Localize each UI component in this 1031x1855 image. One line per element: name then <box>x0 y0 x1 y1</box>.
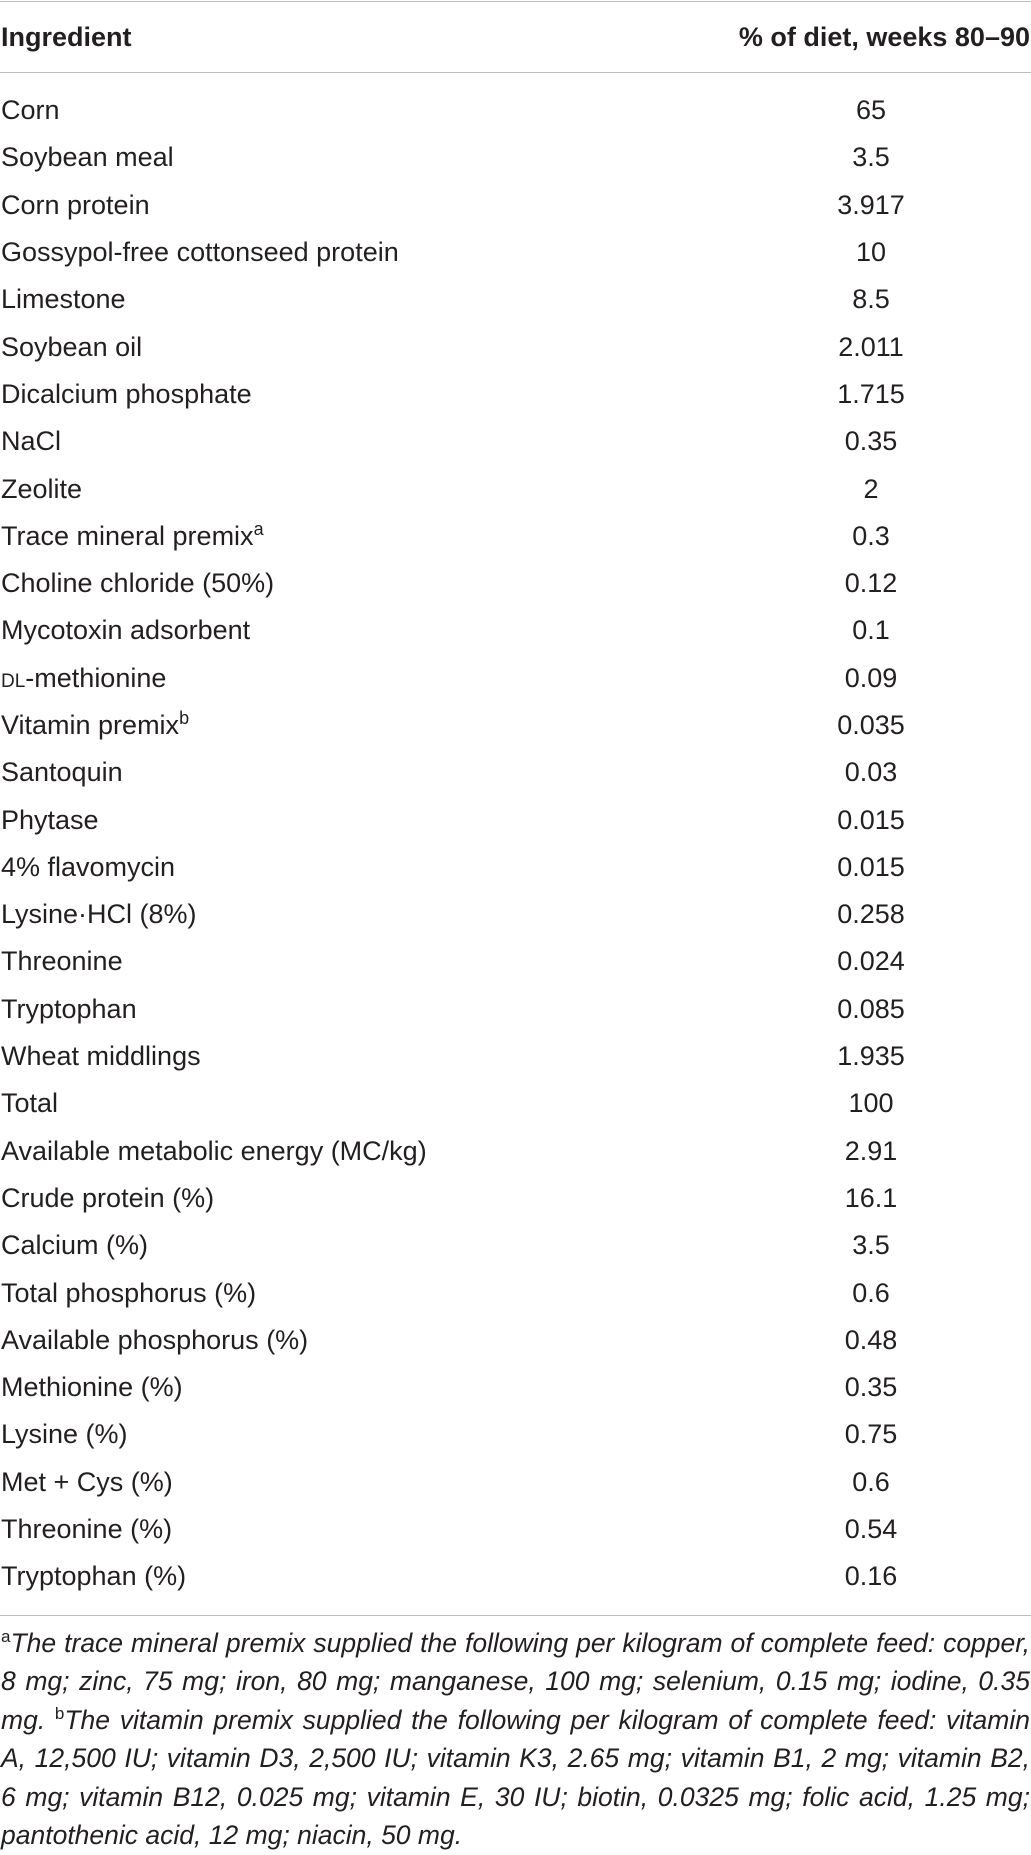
ingredient-label: Calcium (%) <box>1 1230 148 1260</box>
table-row <box>0 702 1031 749</box>
header-ingredient: Ingredient <box>0 22 701 53</box>
ingredient-name <box>0 568 751 599</box>
ingredient-value: 3.5 <box>751 1230 991 1261</box>
ingredient-name <box>0 1183 751 1214</box>
ingredient-name <box>0 757 751 788</box>
ingredient-name <box>0 994 751 1025</box>
ingredient-value: 0.024 <box>751 946 991 977</box>
table-row <box>0 1364 1031 1411</box>
table-row <box>0 1269 1031 1316</box>
ingredient-name <box>0 852 751 883</box>
table-row <box>0 1128 1031 1175</box>
ingredient-label: Gossypol-free cottonseed protein <box>1 237 399 267</box>
ingredient-name <box>0 1372 751 1403</box>
ingredient-name <box>0 521 751 552</box>
ingredient-name <box>0 1467 751 1498</box>
ingredient-name <box>0 1230 751 1261</box>
ingredient-name <box>0 1561 751 1592</box>
table-row <box>0 1553 1031 1600</box>
table-row <box>0 418 1031 465</box>
footnote-b-text: The vitamin premix supplied the following per kilogram of complete feed: vitamin A, 12,500 IU; vitamin D3, 2,500 IU; vitamin K3, 2.65 mg; vitamin B1, 2 mg; vitamin B2, 6 mg; vitamin B12, 0.025 mg; vitamin E, 30 IU; biotin, 0.0325 mg; folic acid, 1.25 mg; pantothenic acid, 12 mg; niacin, 50 mg. <box>1 1705 1030 1851</box>
ingredient-name <box>0 190 751 221</box>
table-row <box>0 986 1031 1033</box>
ingredient-value: 0.035 <box>751 710 991 741</box>
ingredient-label: Threonine <box>1 946 123 976</box>
table-row <box>0 1459 1031 1506</box>
ingredient-value: 0.09 <box>751 663 991 694</box>
table-row <box>0 371 1031 418</box>
ingredient-label: Lysine·HCl (8%) <box>1 899 197 929</box>
ingredient-name <box>0 237 751 268</box>
ingredient-name <box>0 379 751 410</box>
ingredient-value: 0.35 <box>751 1372 991 1403</box>
table-row <box>0 796 1031 843</box>
ingredient-name <box>0 1136 751 1167</box>
table-row <box>0 891 1031 938</box>
ingredient-name <box>0 899 751 930</box>
ingredient-name <box>0 710 751 741</box>
ingredient-label: Phytase <box>1 805 99 835</box>
ingredient-value: 0.015 <box>751 852 991 883</box>
table-header <box>0 2 1031 72</box>
ingredient-name <box>0 1088 751 1119</box>
ingredient-value: 0.75 <box>751 1419 991 1450</box>
table-body <box>0 73 1031 1615</box>
header-value: % of diet, weeks 80–90 <box>701 22 1031 53</box>
ingredient-value: 0.6 <box>751 1278 991 1309</box>
ingredient-name <box>0 1325 751 1356</box>
ingredient-label: Soybean meal <box>1 142 174 172</box>
ingredient-value: 2.011 <box>751 332 991 363</box>
ingredient-label: Met + Cys (%) <box>1 1467 173 1497</box>
ingredient-label: Total <box>1 1088 58 1118</box>
ingredient-label: Wheat middlings <box>1 1041 201 1071</box>
ingredient-value: 0.1 <box>751 615 991 646</box>
table-row <box>0 1222 1031 1269</box>
ingredient-label: 4% flavomycin <box>1 852 175 882</box>
ingredient-value: 0.3 <box>751 521 991 552</box>
table-row <box>0 1411 1031 1458</box>
ingredient-label: -methionine <box>25 663 166 693</box>
ingredient-value: 2 <box>751 474 991 505</box>
table-row <box>0 938 1031 985</box>
ingredient-value: 1.715 <box>751 379 991 410</box>
ingredient-label: Available metabolic energy (MC/kg) <box>1 1136 427 1166</box>
ingredient-name <box>0 663 751 694</box>
ingredient-name <box>0 615 751 646</box>
table-row <box>0 276 1031 323</box>
ingredient-name <box>0 1041 751 1072</box>
table-row <box>0 1317 1031 1364</box>
ingredient-label: Crude protein (%) <box>1 1183 214 1213</box>
ingredient-name <box>0 95 751 126</box>
ingredient-value: 0.03 <box>751 757 991 788</box>
ingredient-value: 2.91 <box>751 1136 991 1167</box>
ingredient-name <box>0 1278 751 1309</box>
footnote-a-text: The trace mineral premix supplied the following per kilogram of complete feed: copper, 8 mg; zinc, 75 mg; iron, 80 mg; manganese, 100 mg; selenium, 0.15 mg; iodine, 0.35 mg. <box>1 1628 1030 1735</box>
ingredient-name <box>0 332 751 363</box>
ingredient-value: 0.35 <box>751 426 991 457</box>
footnote-a-mark: a <box>1 1627 10 1646</box>
table-row <box>0 465 1031 512</box>
table-row <box>0 844 1031 891</box>
ingredient-value: 65 <box>751 95 991 126</box>
ingredient-value: 0.015 <box>751 805 991 836</box>
table-row <box>0 749 1031 796</box>
ingredient-value: 1.935 <box>751 1041 991 1072</box>
table-row <box>0 87 1031 134</box>
ingredient-label: Total phosphorus (%) <box>1 1278 256 1308</box>
ingredient-value: 16.1 <box>751 1183 991 1214</box>
ingredient-label: Dicalcium phosphate <box>1 379 252 409</box>
footnote-marker: b <box>179 708 189 728</box>
ingredient-value: 100 <box>751 1088 991 1119</box>
ingredient-value: 0.12 <box>751 568 991 599</box>
footnote-b-mark: b <box>55 1704 64 1723</box>
ingredient-label: Zeolite <box>1 474 82 504</box>
ingredient-label: Corn protein <box>1 190 150 220</box>
table-row <box>0 513 1031 560</box>
ingredient-value: 3.917 <box>751 190 991 221</box>
ingredient-name <box>0 284 751 315</box>
ingredient-label: Lysine (%) <box>1 1419 128 1449</box>
table-row <box>0 655 1031 702</box>
ingredient-label: Santoquin <box>1 757 123 787</box>
ingredient-label: Tryptophan <box>1 994 137 1024</box>
ingredient-label: Methionine (%) <box>1 1372 183 1402</box>
ingredient-value: 0.54 <box>751 1514 991 1545</box>
ingredient-value: 8.5 <box>751 284 991 315</box>
ingredient-label: Mycotoxin adsorbent <box>1 615 250 645</box>
ingredient-label: Trace mineral premix <box>1 521 254 551</box>
footnote-marker: a <box>254 519 264 539</box>
ingredient-name <box>0 142 751 173</box>
ingredient-value: 0.6 <box>751 1467 991 1498</box>
ingredient-value: 0.16 <box>751 1561 991 1592</box>
table-row <box>0 229 1031 276</box>
ingredient-label: Limestone <box>1 284 126 314</box>
table-row <box>0 607 1031 654</box>
ingredient-label: Soybean oil <box>1 332 142 362</box>
ingredient-name <box>0 474 751 505</box>
ingredient-label: Threonine (%) <box>1 1514 172 1544</box>
table-row <box>0 1033 1031 1080</box>
table-row <box>0 134 1031 181</box>
ingredient-label: Corn <box>1 95 60 125</box>
ingredient-value: 0.48 <box>751 1325 991 1356</box>
ingredient-value: 0.258 <box>751 899 991 930</box>
ingredient-label: Choline chloride (50%) <box>1 568 274 598</box>
table-row <box>0 182 1031 229</box>
ingredient-prefix: dl <box>1 663 25 693</box>
ingredient-label: Tryptophan (%) <box>1 1561 186 1591</box>
ingredient-name <box>0 946 751 977</box>
table-row <box>0 560 1031 607</box>
ingredient-value: 0.085 <box>751 994 991 1025</box>
ingredient-value: 10 <box>751 237 991 268</box>
table-row <box>0 1080 1031 1127</box>
ingredient-name <box>0 1419 751 1450</box>
table-row <box>0 1506 1031 1553</box>
table-row <box>0 1175 1031 1222</box>
ingredient-label: NaCl <box>1 426 61 456</box>
ingredient-name <box>0 1514 751 1545</box>
ingredient-label: Vitamin premix <box>1 710 179 740</box>
table-footnote <box>0 1616 1031 1855</box>
table-row <box>0 323 1031 370</box>
ingredient-name <box>0 426 751 457</box>
ingredient-name <box>0 805 751 836</box>
ingredient-label: Available phosphorus (%) <box>1 1325 308 1355</box>
ingredient-value: 3.5 <box>751 142 991 173</box>
